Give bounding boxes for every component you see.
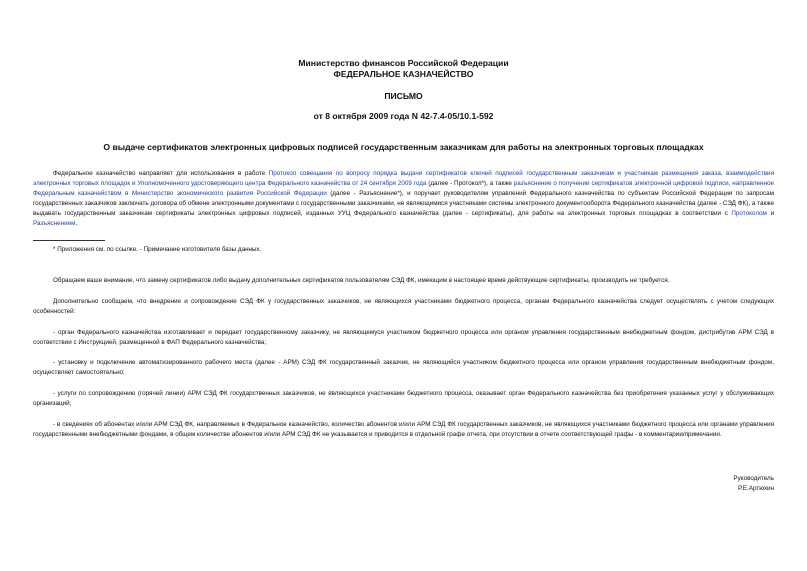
paragraph-1 bbox=[33, 169, 774, 229]
paragraph-5: - установку и подключение автоматизированного рабочего места (далее - АРМ) СЭД ФК государственный заказчик, не являющийся участником бюджетного процесса или органом управления государственным внебюджетным фондом, осуществляет самостоятельно; bbox=[33, 359, 774, 376]
paragraph-block-5 bbox=[33, 358, 774, 378]
signature-name: Р.Е.Артюхин bbox=[738, 485, 774, 492]
p1-text-3: (далее - Разъяснение*), и поручает руководителям управлений Федерального казначейства по субъектам Российской Федерации по запросам государственных заказчиков заключать договора об обмене электронными документами с государственными заказчиками, не являющимися участниками системы электронного документооборота Федерального казначейства (далее - СЭД ФК), а также выдавать государственным заказчикам сертификаты электронных цифровых подписей, изданных УУЦ Федерального казначейства (далее - сертификаты), для работы на электронных торговых площадках в соответствии с bbox=[33, 190, 774, 217]
paragraph-block-4 bbox=[33, 328, 774, 348]
p1-text-5: . bbox=[75, 220, 78, 227]
p1-text-4: и bbox=[766, 210, 774, 217]
paragraph-6: - услуги по сопровождению (горячей линии) АРМ СЭД ФК государственных заказчиков, не являющихся участниками бюджетного процесса, оказывает орган Федерального казначейства без приобретения указанных услуг у обслуживающих организаций; bbox=[33, 390, 774, 407]
ministry-name: Министерство финансов Российской Федерации bbox=[298, 58, 509, 68]
paragraph-block-2 bbox=[33, 276, 774, 286]
signature-block bbox=[733, 474, 774, 494]
paragraph-4: - орган Федерального казначейства изготавливает и передает государственному заказчику, не являющемуся участником бюджетного процесса или органом управления государственным внебюджетным фондом, дистрибутив АРМ СЭД в соответствии с Инструкцией, размещенной в ФАП Федерального казначейства; bbox=[33, 329, 774, 346]
footnote: * Приложения см. по ссылке. - Примечание изготовителя базы данных. bbox=[53, 246, 262, 253]
agency-name: ФЕДЕРАЛЬНОЕ КАЗНАЧЕЙСТВО bbox=[333, 69, 474, 79]
paragraph-block-3 bbox=[33, 297, 774, 317]
paragraph-7: - в сведениях об абонентах и/или АРМ СЭД ФК, направляемых в Федеральное казначейство, количество абонентов и/или АРМ СЭД ФК государственных заказчиков, не являющихся участниками бюджетного процесса или органами управления государственными внебюджетными фондами, в общем количестве абонентов и/или АРМ СЭД ФК не указывается и приводится в отдельной графе отчета, при отсутствии в отчете соответствующей графы - в комментарии/примечании. bbox=[33, 421, 774, 438]
footnote-divider bbox=[33, 240, 105, 241]
paragraph-block-6 bbox=[33, 389, 774, 409]
p1-text-1: Федеральное казначейство направляет для использования в работе bbox=[53, 170, 269, 177]
signature-title: Руководитель bbox=[733, 475, 774, 482]
paragraph-block-7 bbox=[33, 420, 774, 440]
document-type: ПИСЬМО bbox=[384, 91, 423, 101]
paragraph-main bbox=[33, 169, 774, 229]
protocol-link[interactable]: Протокол совещания по вопросу порядка выдачи сертификатов ключей подписей государственным заказчикам и участникам размещения заказа, взаимодействия электронных торговых площадок и Уполномоченного удостоверяющего центра Федерального казначейства от 24 сентября 2009 года bbox=[33, 170, 774, 187]
clarification-link[interactable]: разъяснение о получении сертификатов электронной цифровой подписи, направленное Федеральным казначейством в Министерство экономического развития Российской Федерации bbox=[33, 180, 774, 197]
document-header bbox=[0, 58, 807, 80]
clarification-short-link[interactable]: Разъяснением bbox=[33, 220, 76, 227]
paragraph-3: Дополнительно сообщаем, что внедрение и сопровождение СЭД ФК у государственных заказчиков, не являющихся участниками бюджетного процесса, органам Федерального казначейства следует осуществлять с учетом следующих особенностей: bbox=[33, 298, 774, 315]
document-date-number: от 8 октября 2009 года N 42-7.4-05/10.1-592 bbox=[313, 111, 494, 121]
protocol-short-link[interactable]: Протоколом bbox=[731, 210, 767, 217]
paragraph-2: Обращаем ваше внимание, что замену сертификатов либо выдачу дополнительных сертификатов пользователям СЭД ФК, имеющим в настоящее время действующие сертификаты, производить не требуется. bbox=[53, 277, 670, 284]
p1-text-2: (далее - Протокол*), а также bbox=[426, 180, 514, 187]
document-subject: О выдаче сертификатов электронных цифровых подписей государственным заказчикам для работы на электронных торговых площадках bbox=[103, 142, 704, 152]
